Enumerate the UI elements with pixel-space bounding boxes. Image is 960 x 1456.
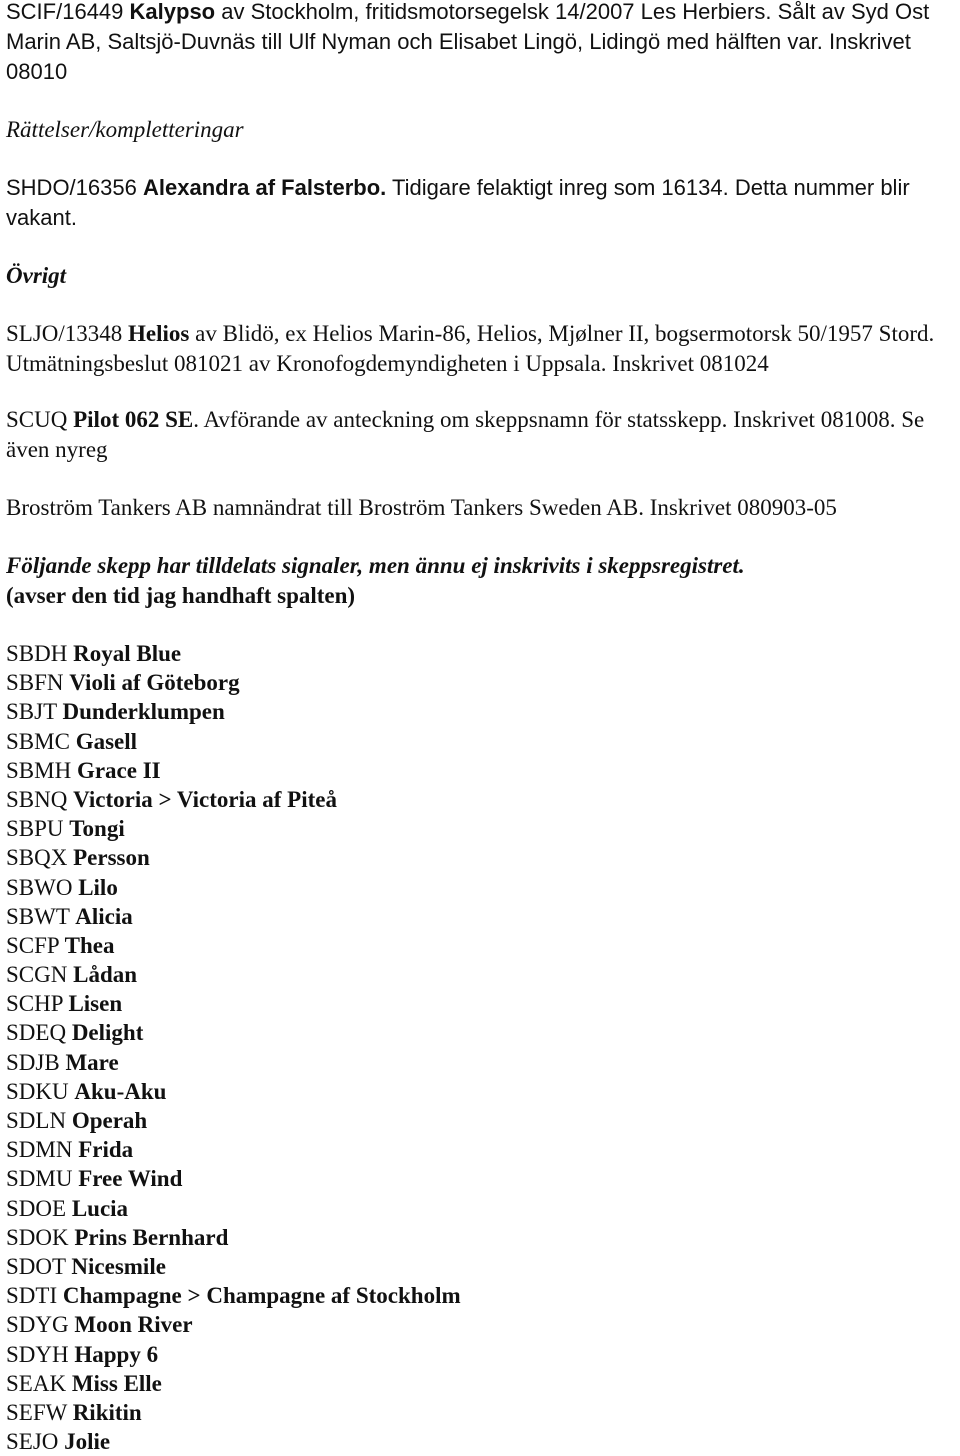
vessel-name: Gasell	[75, 728, 138, 754]
list-item	[6, 727, 956, 756]
vessel-name: Dunderklumpen	[62, 699, 225, 725]
list-item	[6, 1281, 956, 1310]
signal-code: SDMN	[6, 1137, 73, 1163]
vessel-name: Alicia	[75, 903, 133, 929]
list-item	[6, 1194, 956, 1223]
entry-vessel-name: Alexandra af Falsterbo.	[142, 175, 387, 200]
entry-kalypso	[6, 0, 956, 87]
list-item	[6, 1340, 956, 1369]
signal-code: SBWT	[6, 903, 70, 929]
signal-code: SEAK	[6, 1370, 67, 1396]
list-item	[6, 697, 956, 726]
list-item	[6, 1223, 956, 1252]
list-item	[6, 902, 956, 931]
signal-code: SDEQ	[6, 1020, 67, 1046]
vessel-name: Tongi	[69, 816, 125, 842]
section-heading-other: Övrigt	[6, 263, 67, 288]
entry-helios	[6, 319, 956, 379]
signal-code: SBPU	[6, 816, 64, 842]
signals-note: (avser den tid jag handhaft spalten)	[6, 583, 356, 608]
signal-code: SCHP	[6, 991, 63, 1017]
signal-code: SBWO	[6, 874, 73, 900]
vessel-name: Violi af Göteborg	[69, 670, 240, 696]
vessel-name: Prins Bernhard	[74, 1224, 229, 1250]
list-item	[6, 989, 956, 1018]
signal-code: SCGN	[6, 962, 68, 988]
entry-text: av Blidö, ex Helios Marin-86, Helios, Mjølner II, bogsermotorsk 50/1957 Stord. Utmätningsbeslut 081021 av Kronofogdemyndigheten i Uppsala. Inskrivet 081024	[6, 321, 935, 376]
vessel-name: Happy 6	[74, 1341, 159, 1367]
list-item	[6, 1106, 956, 1135]
list-item	[6, 843, 956, 872]
list-item	[6, 639, 956, 668]
signal-code: SDTI	[6, 1283, 58, 1309]
vessel-name: Moon River	[74, 1312, 193, 1338]
vessel-name: Frida	[78, 1137, 134, 1163]
list-item	[6, 1398, 956, 1427]
vessel-name: Persson	[73, 845, 150, 871]
list-item	[6, 931, 956, 960]
vessel-name: Operah	[71, 1108, 148, 1133]
signal-code: SDJB	[6, 1049, 60, 1075]
entry-vessel-name: Pilot 062 SE	[73, 407, 194, 432]
vessel-name: Jolie	[64, 1429, 111, 1455]
signal-list	[6, 639, 956, 1456]
signal-code: SBDH	[6, 641, 68, 666]
entry-text: Tidigare felaktigt inreg som 16134. Detta nummer blir vakant.	[6, 175, 910, 230]
vessel-name: Mare	[65, 1049, 119, 1075]
vessel-name: Free Wind	[78, 1166, 183, 1192]
entry-alexandra	[6, 173, 956, 233]
vessel-name: Lucia	[71, 1195, 129, 1221]
vessel-name: Lilo	[78, 874, 118, 900]
signal-code: SBMH	[6, 757, 72, 783]
vessel-name: Lådan	[73, 962, 138, 988]
entry-text: . Avförande av anteckning om skeppsnamn för statsskepp. Inskrivet 081008. Se även nyreg	[6, 407, 925, 462]
signal-code: SDOK	[6, 1224, 69, 1250]
signal-code: SCFP	[6, 932, 59, 958]
entry-vessel-name: Helios	[128, 321, 190, 346]
signal-code: SDOE	[6, 1195, 67, 1221]
vessel-name: Victoria > Victoria af Piteå	[73, 786, 337, 812]
signal-code: SBQX	[6, 845, 68, 871]
vessel-name: Miss Elle	[71, 1370, 162, 1396]
list-item	[6, 1048, 956, 1077]
signal-code: SEFW	[6, 1399, 67, 1425]
list-item	[6, 1077, 956, 1106]
entry-reg: SLJO/13348	[6, 321, 123, 346]
vessel-name: Nicesmile	[71, 1253, 166, 1279]
signal-code: SBJT	[6, 699, 57, 725]
list-item	[6, 668, 956, 697]
vessel-name: Rikitin	[72, 1399, 142, 1425]
vessel-name: Delight	[71, 1020, 144, 1046]
entry-text: av Stockholm, fritidsmotorsegelsk 14/2007 Les Herbiers. Sålt av Syd Ost Marin AB, Saltsjö-Duvnäs till Ulf Nyman och Elisabet Lingö, Lidingö med hälften var. Inskrivet 08010	[6, 0, 930, 84]
entry-reg: SCIF/16449	[6, 0, 124, 24]
signal-code: SEJO	[6, 1429, 59, 1455]
list-item	[6, 1135, 956, 1164]
vessel-name: Lisen	[68, 991, 123, 1017]
list-item	[6, 873, 956, 902]
list-item	[6, 1164, 956, 1193]
list-item	[6, 1310, 956, 1339]
section-heading-corrections: Rättelser/kompletteringar	[6, 117, 244, 142]
vessel-name: Champagne > Champagne af Stockholm	[62, 1283, 461, 1309]
list-item	[6, 1018, 956, 1047]
entry-reg: SCUQ	[6, 407, 68, 432]
list-item	[6, 1427, 956, 1456]
list-item	[6, 785, 956, 814]
vessel-name: Grace II	[76, 757, 161, 783]
entry-vessel-name: Kalypso	[129, 0, 216, 24]
vessel-name: Thea	[64, 932, 115, 958]
signal-code: SDLN	[6, 1108, 67, 1133]
signal-code: SBFN	[6, 670, 64, 696]
vessel-name: Royal Blue	[73, 641, 182, 666]
list-item	[6, 756, 956, 785]
signal-code: SBMC	[6, 728, 70, 754]
signal-code: SDYG	[6, 1312, 69, 1338]
entry-brostrom: Broström Tankers AB namnändrat till Broström Tankers Sweden AB. Inskrivet 080903-05	[6, 495, 837, 520]
vessel-name: Aku-Aku	[74, 1078, 167, 1104]
document-page	[6, 0, 956, 1456]
signal-code: SBNQ	[6, 786, 68, 812]
list-item	[6, 1369, 956, 1398]
signal-code: SDYH	[6, 1341, 69, 1367]
list-item	[6, 814, 956, 843]
signal-code: SDOT	[6, 1253, 66, 1279]
signal-code: SDKU	[6, 1078, 69, 1104]
entry-reg: SHDO/16356	[6, 175, 137, 200]
list-item	[6, 1252, 956, 1281]
section-heading-signals: Följande skepp har tilldelats signaler, men ännu ej inskrivits i skeppsregistret.	[6, 553, 745, 578]
list-item	[6, 960, 956, 989]
signal-code: SDMU	[6, 1166, 73, 1192]
entry-pilot	[6, 405, 956, 465]
